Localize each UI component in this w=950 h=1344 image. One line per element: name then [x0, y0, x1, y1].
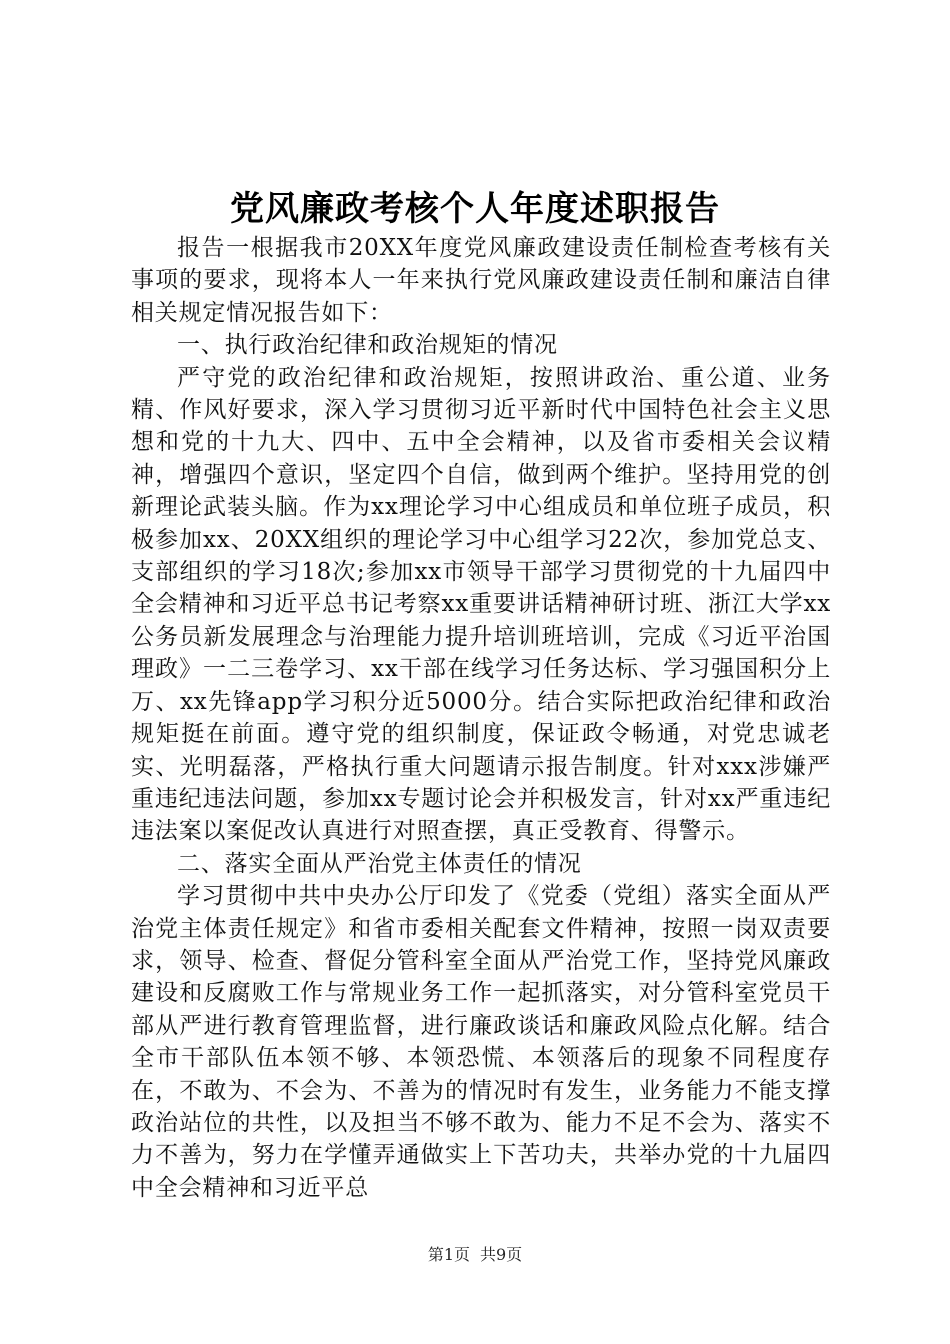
page-number: 第1页	[427, 1245, 470, 1264]
document-body	[131, 232, 831, 1204]
page-total: 共9页	[480, 1245, 523, 1264]
section-1-heading: 一、执行政治纪律和政治规矩的情况	[177, 332, 558, 359]
section-1-paragraph: 严守党的政治纪律和政治规矩，按照讲政治、重公道、业务精、作风好要求，深入学习贯彻习近平新时代中国特色社会主义思想和党的十九大、四中、五中全会精神，以及省市委相关会议精神，增强四个意识，坚定四个自信，做到两个维护。坚持用党的创新理论武装头脑。作为xx理论学习中心组成员和单位班子成员，积极参加xx、20XX组织的理论学习中心组学习22次，参加党总支、支部组织的学习18次;参加xx市领导干部学习贯彻党的十九届四中全会精神和习近平总书记考察xx重要讲话精神研讨班、浙江大学xx公务员新发展理念与治理能力提升培训班培训，完成《习近平治国理政》一二三卷学习、xx干部在线学习任务达标、学习强国积分上万、xx先锋app学习积分近5000分。结合实际把政治纪律和政治规矩挺在前面。遵守党的组织制度，保证政令畅通，对党忠诚老实、光明磊落，严格执行重大问题请示报告制度。针对xxx涉嫌严重违纪违法问题，参加xx专题讨论会并积极发言，针对xx严重违纪违法案以案促改认真进行对照查摆，真正受教育、得警示。	[131, 364, 831, 845]
section-2-heading: 二、落实全面从严治党主体责任的情况	[177, 850, 582, 877]
page-footer	[0, 1244, 950, 1266]
intro-paragraph: 报告一根据我市20XX年度党风廉政建设责任制检查考核有关事项的要求，现将本人一年来执行党风廉政建设责任制和廉洁自律相关规定情况报告如下：	[131, 235, 831, 326]
document-title: 党风廉政考核个人年度述职报告	[230, 189, 720, 229]
section-2-paragraph: 学习贯彻中共中央办公厅印发了《党委（党组）落实全面从严治党主体责任规定》和省市委相关配套文件精神，按照一岗双责要求，领导、检查、督促分管科室全面从严治党工作，坚持党风廉政建设和反腐败工作与常规业务工作一起抓落实，对分管科室党员干部从严进行教育管理监督，进行廉政谈话和廉政风险点化解。结合全市干部队伍本领不够、本领恐慌、本领落后的现象不同程度存在，不敢为、不会为、不善为的情况时有发生，业务能力不能支撑政治站位的共性，以及担当不够不敢为、能力不足不会为、落实不力不善为，努力在学懂弄通做实上下苦功夫，共举办党的十九届四中全会精神和习近平总	[131, 883, 831, 1201]
